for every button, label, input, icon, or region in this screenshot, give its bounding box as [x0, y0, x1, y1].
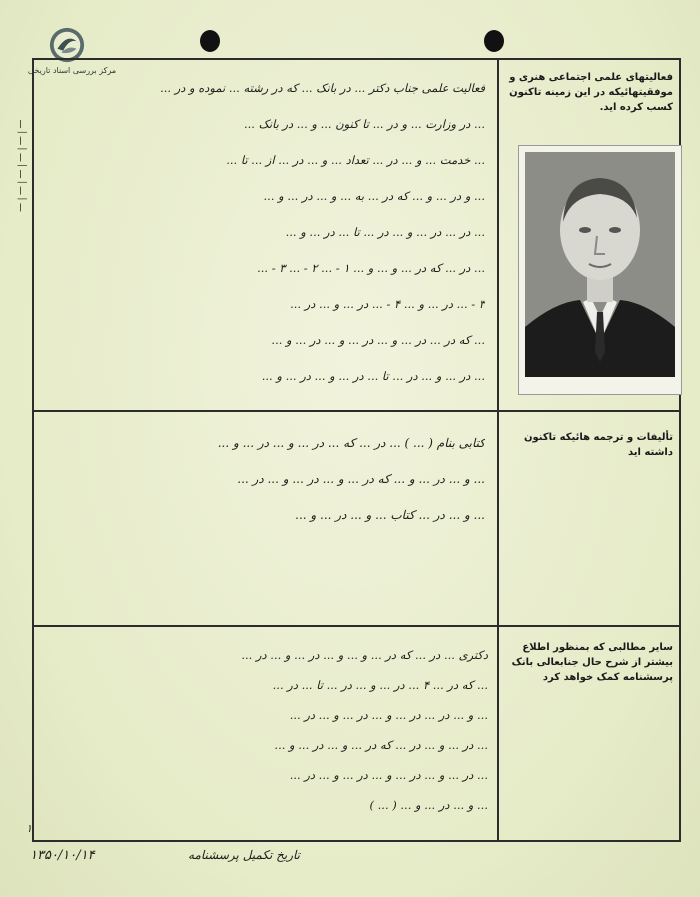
corner-mark: ۱: [26, 822, 32, 835]
punch-hole: [484, 30, 504, 52]
section-label-other: سایر مطالبی که بمنظور اطلاع بیشتر از شرح حال جنابعالی بانک پرسشنامه کمک خواهد کرد: [511, 642, 673, 683]
handwritten-line: ... در ... که در ... و ... و ... ١ - ... ٢ - ... ٣ - ...: [257, 261, 485, 275]
handwritten-line: کتابی بنام ( ... ) ... در ... که ... در ... و ... در ... و ...: [217, 436, 485, 450]
section-label-activities: فعالیتهای علمی اجتماعی هنری و موفقیتهائیکه در این زمینه تاکنون کسب کرده اید.: [509, 72, 673, 113]
completion-date-label: تاریخ تکمیل پرسشنامه: [188, 848, 300, 862]
handwritten-line: ... و ... در ... و ... ( ... ): [369, 798, 488, 812]
handwritten-line: دکتری ... در ... که در ... و ... و ... در ... و ... در ...: [241, 648, 488, 662]
handwritten-line: ٣ - ... در ... و ... ۴ - ... در ... و ... در ...: [290, 297, 485, 311]
handwritten-line: ... و در ... و ... که در ... به ... و ... در ... و ...: [263, 189, 485, 203]
portrait-photo: [525, 152, 675, 377]
completion-date-value: ۱۳۵۰/۱۰/۱۴: [30, 848, 95, 863]
handwritten-line: ... خدمت ... و ... در ... تعداد ... و ... در ... از ... تا ...: [226, 153, 485, 167]
other-info-handwritten-entry: [40, 640, 488, 830]
handwritten-line: ... که در ... در ... و ... در ... و ... در ... و ...: [271, 333, 485, 347]
punch-hole: [200, 30, 220, 52]
margin-notes: ـــ | ـــ | ـــ | ـــ | ـــ | ـــ: [17, 120, 27, 212]
handwritten-line: ... در ... و ... در ... و ... در ... و ... در ...: [289, 768, 488, 782]
handwritten-line: ... که در ... ۴ ... در ... و ... در ... تا ... در ...: [272, 678, 488, 692]
handwritten-line: ... و ... در ... و ... که در ... و ... در ... و ... در ...: [237, 472, 485, 486]
handwritten-line: ... در ... و ... در ... تا ... در ... و ... در ... و ...: [261, 369, 485, 383]
logo-caption: مرکز بررسی اسناد تاریخی: [27, 66, 117, 75]
row-divider: [32, 625, 679, 627]
publications-handwritten-entry: [50, 425, 485, 535]
handwritten-line: ... در وزارت ... و در ... تا کنون ... و ... در بانک ...: [243, 117, 485, 131]
portrait-photo-frame: [518, 145, 682, 395]
section-label-publications: تألیفات و ترجمه هائیکه تاکنون داشته اید: [523, 432, 673, 458]
handwritten-line: ... در ... در ... و ... در ... تا ... در ... و ...: [285, 225, 485, 239]
handwritten-line: ... در ... و ... در ... که در ... و ... در ... و ...: [274, 738, 488, 752]
row-divider: [32, 410, 679, 412]
handwritten-line: ... و ... در ... کتاب ... و ... در ... و ...: [295, 508, 485, 522]
handwritten-line: فعالیت علمی جناب دکتر ... در بانک ... که در رشته ... نموده و در ...: [160, 81, 485, 95]
activities-handwritten-entry: [40, 70, 485, 400]
column-divider: [497, 58, 499, 840]
handwritten-line: ... و ... در ... در ... و ... در ... و ... در ...: [289, 708, 488, 722]
